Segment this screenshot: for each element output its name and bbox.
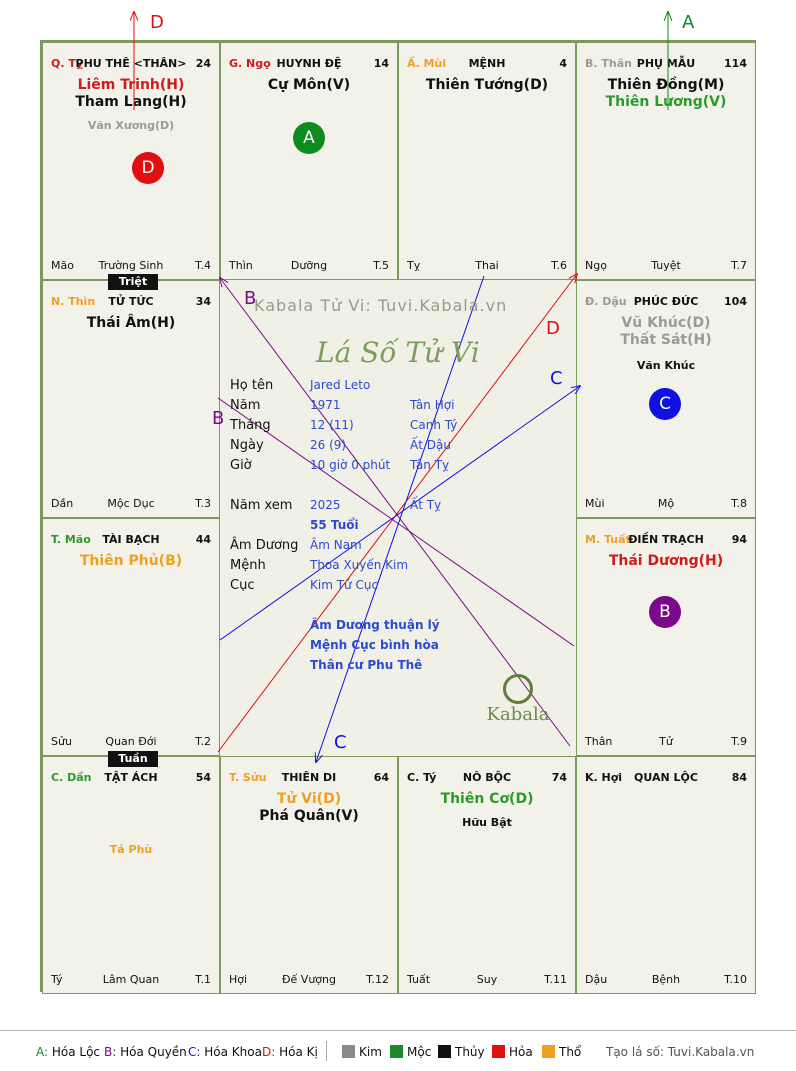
main-star: Cự Môn(V) <box>267 77 351 93</box>
palace-stage: Lâm Quan <box>102 973 160 986</box>
transformation-circle: C <box>649 388 681 420</box>
palace-branch: Tuất <box>407 973 431 986</box>
element-swatch <box>342 1045 355 1058</box>
main-star: Thiên Cơ(D) <box>440 791 534 807</box>
palace-name: NÔ BỘC <box>462 771 512 784</box>
palace-branch: Dần <box>51 497 74 510</box>
palace-branch: Mùi <box>585 497 605 510</box>
palace-stem: N. Thìn <box>51 295 96 308</box>
line-label: C <box>334 732 347 753</box>
line-label: D <box>150 12 164 33</box>
minor-star: Văn Xương(D) <box>87 119 175 132</box>
palace-name: MỆNH <box>468 57 506 70</box>
line-label: C <box>550 368 563 389</box>
legend-element <box>542 1045 581 1059</box>
info-label: Cục <box>230 578 255 593</box>
note-line: Mệnh Cục bình hòa <box>310 638 439 652</box>
main-star: Liêm Trinh(H) <box>77 77 185 93</box>
palace-stem: C. Tý <box>407 771 437 784</box>
legend-element <box>390 1045 431 1059</box>
palace-decade: T.8 <box>731 497 747 510</box>
hoa-quyen-line-2 <box>218 398 574 646</box>
main-star: Thiên Tướng(D) <box>425 77 549 93</box>
palace-number: 44 <box>195 533 211 546</box>
palace-stem: C. Dần <box>51 771 92 784</box>
legend-divider <box>326 1041 327 1061</box>
legend-hoa-ki <box>262 1045 318 1059</box>
palace-branch: Tỵ <box>407 259 421 272</box>
palace-stage: Đế Vượng <box>282 973 336 986</box>
palace-stem: B. Thân <box>585 57 632 70</box>
main-star: Thất Sát(H) <box>620 332 712 348</box>
palace-decade: T.5 <box>373 259 389 272</box>
info-value: Âm Nam <box>310 538 362 552</box>
legend-hoa-khoa <box>188 1045 262 1059</box>
palace-branch: Hợi <box>229 973 248 986</box>
hoa-khoa-line-2 <box>220 386 580 640</box>
element-swatch <box>492 1045 505 1058</box>
palace-name: TẬT ÁCH <box>104 771 158 784</box>
palace-branch: Dậu <box>585 973 608 986</box>
palace-decade: T.9 <box>731 735 747 748</box>
main-star: Thiên Đồng(M) <box>607 77 725 93</box>
minor-star: Hữu Bật <box>462 816 512 829</box>
palace-name: ĐIỀN TRẠCH <box>628 533 704 546</box>
minor-star: Văn Khúc <box>636 359 696 372</box>
element-name: Thủy <box>455 1045 485 1059</box>
palace-number: 114 <box>724 57 747 70</box>
palace-number: 74 <box>551 771 567 784</box>
main-star: Thái Âm(H) <box>86 315 176 331</box>
palace-branch: Mão <box>51 259 74 272</box>
palace-decade: T.1 <box>195 973 211 986</box>
element-name: Kim <box>359 1045 382 1059</box>
info-label: Âm Dương <box>230 538 299 553</box>
kabala-logo-text: Kabala <box>486 704 550 725</box>
palace-branch: Thân <box>585 735 613 748</box>
info-label: Năm xem <box>230 498 293 513</box>
palace-stage: Dưỡng <box>290 259 328 272</box>
palace-decade: T.3 <box>195 497 211 510</box>
transformation-circle: D <box>132 152 164 184</box>
palace-name: HUYNH ĐỆ <box>276 57 342 70</box>
palace-stage: Mộ <box>657 497 675 510</box>
line-label: A <box>682 12 695 33</box>
note-line: Thân cư Phu Thê <box>310 658 423 672</box>
transformation-circle: A <box>293 122 325 154</box>
main-star: Vũ Khúc(D) <box>621 315 711 331</box>
palace-number: 64 <box>373 771 389 784</box>
palace-decade: T.11 <box>544 973 567 986</box>
palace-name: THIÊN DI <box>281 771 337 784</box>
palace-name: PHỤ MẪU <box>636 57 696 70</box>
transformation-circle: B <box>649 596 681 628</box>
palace-name: QUAN LỘC <box>634 771 698 784</box>
info-label: Tháng <box>230 418 271 433</box>
palace-name: PHÚC ĐỨC <box>633 295 699 308</box>
palace-number: 104 <box>724 295 747 308</box>
palace-branch: Tý <box>51 973 63 986</box>
legend-hoa-quyen <box>104 1045 187 1059</box>
palace-number: 94 <box>731 533 747 546</box>
legend-text: Hóa Quyền <box>120 1045 187 1059</box>
element-swatch <box>542 1045 555 1058</box>
info-value: 10 giờ 0 phút <box>310 458 391 472</box>
palace-number: 54 <box>195 771 211 784</box>
info-value-canchi: Ất Tỵ <box>410 498 442 512</box>
palace-decade: T.7 <box>731 259 747 272</box>
palace-decade: T.12 <box>366 973 389 986</box>
palace-stem: G. Ngọ <box>229 57 271 70</box>
main-star: Phá Quân(V) <box>259 808 359 824</box>
info-label: Năm <box>230 398 261 413</box>
info-value: 26 (9) <box>310 438 347 452</box>
info-value: Jared Leto <box>310 378 371 392</box>
info-value: Thoa Xuyến Kim <box>310 558 409 572</box>
palace-stem: T. Mão <box>51 533 91 546</box>
legend-key: A: <box>36 1045 49 1059</box>
kabala-tree-icon <box>503 674 533 704</box>
info-value: 12 (11) <box>310 418 354 432</box>
main-star: Tử Vi(D) <box>276 791 342 807</box>
palace-stage: Tuyệt <box>651 259 681 272</box>
main-star: Thái Dương(H) <box>608 553 724 569</box>
palace-stem: Đ. Dậu <box>585 295 627 308</box>
legend-text: Hóa Kị <box>279 1045 318 1059</box>
legend-text: Hóa Khoa <box>204 1045 262 1059</box>
palace-stage: Bệnh <box>651 973 681 986</box>
palace-branch: Sửu <box>51 735 72 748</box>
palace-stage: Quan Đới <box>105 735 157 748</box>
palace-stem: M. Tuất <box>585 533 631 546</box>
legend-credit <box>606 1045 754 1059</box>
palace-number: 84 <box>731 771 747 784</box>
info-value-canchi: Ất Dậu <box>410 438 451 452</box>
palace-decade: T.6 <box>551 259 567 272</box>
palace-stem: K. Hợi <box>585 771 623 784</box>
chart-logo-title: Lá Số Tử Vi <box>316 336 480 369</box>
note-line: Âm Dương thuận lý <box>310 618 440 632</box>
palace-number: 4 <box>559 57 567 70</box>
line-label: B <box>244 288 257 309</box>
info-value: 1971 <box>310 398 341 412</box>
age-value: 55 Tuổi <box>310 518 359 532</box>
palace-stage: Thai <box>475 259 499 272</box>
palace-branch: Thìn <box>229 259 253 272</box>
element-name: Mộc <box>407 1045 432 1059</box>
line-label: D <box>546 318 560 339</box>
legend-hoa-loc <box>36 1045 100 1059</box>
main-star: Thiên Lương(V) <box>605 94 727 110</box>
info-value-canchi: Canh Tý <box>410 418 458 432</box>
palace-number: 34 <box>195 295 211 308</box>
palace-name: TÀI BẠCH <box>102 533 160 546</box>
kabala-logo <box>486 674 550 725</box>
legend <box>0 1030 796 1071</box>
legend-key: C: <box>188 1045 201 1059</box>
palace-stem: Q. Tỵ <box>51 57 84 70</box>
legend-element <box>492 1045 533 1059</box>
legend-text: Hóa Lộc <box>51 1045 101 1059</box>
palace-stage: Trường Sinh <box>98 259 164 272</box>
element-swatch <box>438 1045 451 1058</box>
watermark-text: Kabala Tử Vi: Tuvi.Kabala.vn <box>254 296 508 315</box>
info-label: Họ tên <box>230 378 274 393</box>
palace-decade: T.4 <box>195 259 211 272</box>
element-name: Hỏa <box>509 1045 533 1059</box>
legend-key: D: <box>262 1045 276 1059</box>
info-label: Giờ <box>230 458 252 473</box>
info-label: Mệnh <box>230 558 266 573</box>
info-value: 2025 <box>310 498 341 512</box>
info-value: Kim Tứ Cục <box>310 578 379 592</box>
legend-element <box>438 1045 485 1059</box>
main-star: Tham Lang(H) <box>75 94 187 110</box>
palace-number: 24 <box>195 57 211 70</box>
info-value-canchi: Tân Hợi <box>410 398 455 412</box>
tag-triet: Triệt <box>108 274 158 290</box>
palace-branch: Ngọ <box>585 259 607 272</box>
minor-star: Tả Phù <box>109 843 153 856</box>
credit-text: Tạo lá số: Tuvi.Kabala.vn <box>606 1045 755 1059</box>
palace-stage: Suy <box>476 973 498 986</box>
palace-name: TỬ TỨC <box>108 295 154 308</box>
legend-element <box>342 1045 382 1059</box>
line-label: B <box>212 408 225 429</box>
element-name: Thổ <box>559 1045 582 1059</box>
element-swatch <box>390 1045 403 1058</box>
palace-stem: Ấ. Mùi <box>407 57 447 70</box>
legend-key: B: <box>104 1045 117 1059</box>
palace-stem: T. Sửu <box>229 771 267 784</box>
info-value-canchi: Tân Tỵ <box>410 458 450 472</box>
tag-tuan: Tuần <box>108 751 158 767</box>
palace-stage: Tử <box>659 735 673 748</box>
palace-decade: T.2 <box>195 735 211 748</box>
palace-name: PHU THÊ <THÂN> <box>75 57 187 70</box>
palace-stage: Mộc Dục <box>107 497 155 510</box>
palace-number: 14 <box>373 57 389 70</box>
info-label: Ngày <box>230 438 264 453</box>
main-star: Thiên Phủ(B) <box>79 553 183 569</box>
palace-decade: T.10 <box>724 973 747 986</box>
